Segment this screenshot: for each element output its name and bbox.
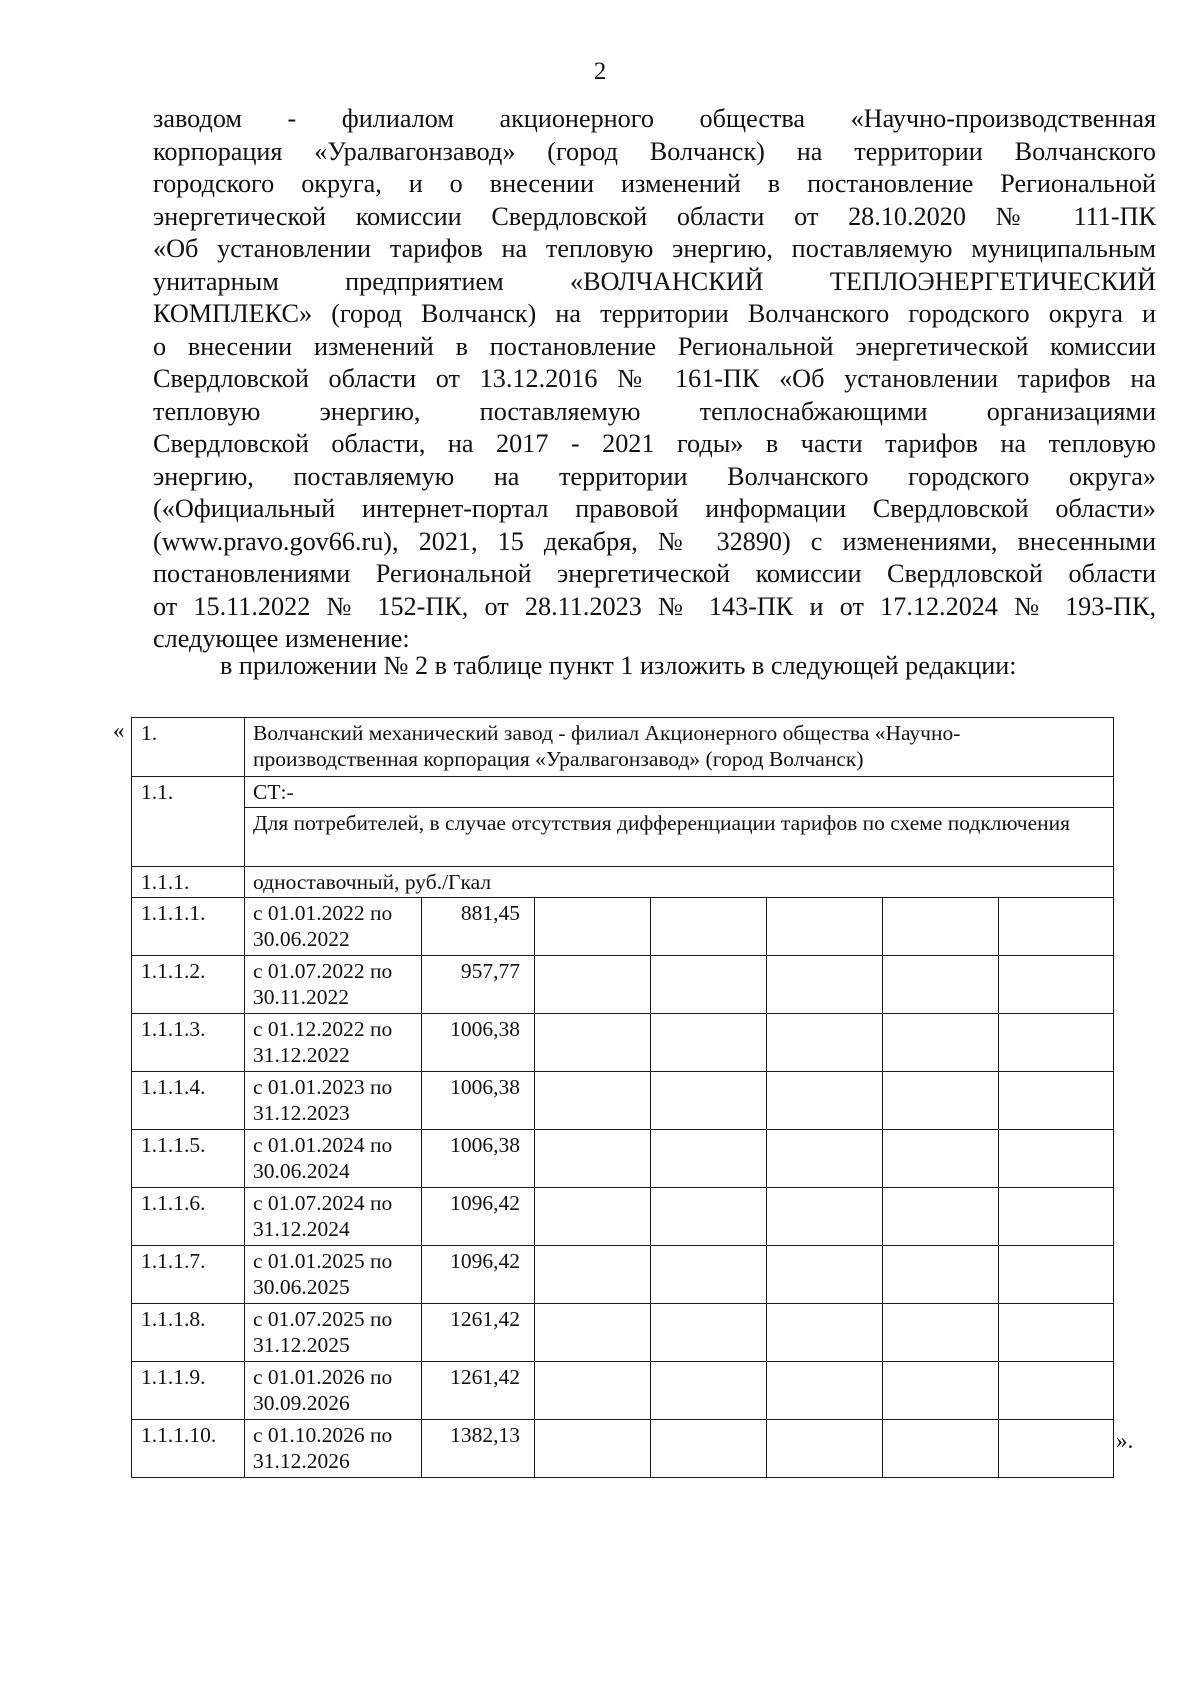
tariff-kind: одноставочный, руб./Гкал [245,867,1114,898]
tariff-value: 881,45 [422,898,535,956]
period-cell [245,1072,422,1130]
empty-cell [999,1246,1114,1304]
empty-cell [999,1014,1114,1072]
period-rows [132,898,1114,1478]
empty-cell [651,1362,767,1420]
organization-name: Волчанский механический завод - филиал Акционерного общества «Научно-производственная корпорация «Уралвагонзавод» (город Волчанск) [245,718,1114,777]
empty-cell [535,1188,651,1246]
empty-cell [535,1014,651,1072]
period-start: с 01.01.2022 по [253,901,393,925]
table-row [132,1130,1114,1188]
table-row [132,1362,1114,1420]
empty-cell [883,1014,999,1072]
row-number: 1.1. [132,777,245,867]
empty-cell [535,1362,651,1420]
table-row [132,898,1114,956]
empty-cell [651,1304,767,1362]
period-end: 31.12.2022 [253,1043,350,1067]
empty-cell [883,956,999,1014]
empty-cell [651,956,767,1014]
empty-cell [999,898,1114,956]
period-cell [245,1130,422,1188]
page-number: 2 [593,58,607,85]
table-row [132,867,1114,898]
text-line: от 15.11.2022 № 152-ПК, от 28.11.2023 № 143-ПК и от 17.12.2024 № 193-ПК, [153,591,1156,621]
tariff-value: 1006,38 [422,1130,535,1188]
empty-cell [651,1072,767,1130]
empty-cell [651,1014,767,1072]
empty-cell [535,1304,651,1362]
empty-cell [767,1014,883,1072]
empty-cell [535,1420,651,1478]
empty-cell [535,1246,651,1304]
text-line: следующее изменение: [153,624,410,653]
table-row [132,956,1114,1014]
period-cell [245,1246,422,1304]
empty-cell [535,1130,651,1188]
row-number: 1.1.1. [132,867,245,898]
table-row [132,1014,1114,1072]
empty-cell [883,1072,999,1130]
text-line: энергию, поставляемую на территории Волчанского городского округа» [153,461,1156,491]
text-line: городского округа, и о внесении изменений в постановление Региональной [153,169,1156,198]
text-line: Свердловской области, на 2017 - 2021 годы» в части тарифов на тепловую [153,429,1156,458]
tariff-value: 1261,42 [422,1304,535,1362]
empty-cell [535,1072,651,1130]
period-cell [245,1188,422,1246]
empty-cell [535,956,651,1014]
text-line: постановлениями Региональной энергетической комиссии Свердловской области [153,559,1156,588]
empty-cell [999,956,1114,1014]
empty-cell [651,1188,767,1246]
text-line: унитарным предприятием «ВОЛЧАНСКИЙ ТЕПЛОЭНЕРГЕТИЧЕСКИЙ [153,266,1156,296]
table-row [132,1420,1114,1478]
consumer-group: Для потребителей, в случае отсутствия дифференциации тарифов по схеме подключения [245,808,1114,867]
empty-cell [767,1304,883,1362]
empty-cell [651,1130,767,1188]
period-cell [245,1304,422,1362]
text-line: заводом - филиалом акционерного общества «Научно-производственная [153,104,1156,133]
closing-quote: ». [1116,1428,1134,1453]
empty-cell [883,1420,999,1478]
tariff-value: 1006,38 [422,1072,535,1130]
tariff-value: 1006,38 [422,1014,535,1072]
empty-cell [767,956,883,1014]
period-start: с 01.07.2022 по [253,959,393,983]
text-line: энергетической комиссии Свердловской области от 28.10.2020 № 111-ПК [153,201,1156,231]
empty-cell [767,898,883,956]
period-start: с 01.07.2024 по [253,1191,393,1215]
empty-cell [883,1188,999,1246]
period-start: с 01.01.2025 по [253,1249,393,1273]
table-row [132,1188,1114,1246]
empty-cell [999,1304,1114,1362]
system-type: СТ:- [245,777,1114,808]
empty-cell [767,1362,883,1420]
empty-cell [767,1188,883,1246]
text-line: КОМПЛЕКС» (город Волчанск) на территории Волчанского городского округа и [153,299,1156,328]
period-end: 31.12.2025 [253,1333,350,1357]
empty-cell [767,1130,883,1188]
row-number: 1.1.1.10. [132,1420,245,1478]
tariff-value: 1261,42 [422,1362,535,1420]
period-start: с 01.10.2026 по [253,1423,393,1447]
tariff-value: 1096,42 [422,1246,535,1304]
empty-cell [883,1304,999,1362]
text-line: корпорация «Уралвагонзавод» (город Волчанск) на территории Волчанского [153,136,1156,166]
text-line: Свердловской области от 13.12.2016 № 161-ПК «Об установлении тарифов на [153,364,1156,393]
text-line: (www.pravo.gov66.ru), 2021, 15 декабря, № 32890) с изменениями, внесенными [153,526,1156,556]
opening-quote: « [113,718,125,743]
resolution-text [153,103,1156,656]
empty-cell [883,898,999,956]
empty-cell [883,1362,999,1420]
period-start: с 01.01.2024 по [253,1133,393,1157]
period-cell [245,956,422,1014]
period-cell [245,898,422,956]
empty-cell [535,898,651,956]
tariff-value: 957,77 [422,956,535,1014]
empty-cell [883,1246,999,1304]
period-end: 30.09.2026 [253,1391,350,1415]
period-end: 31.12.2023 [253,1101,350,1125]
empty-cell [651,898,767,956]
table-row [132,808,1114,867]
empty-cell [651,1420,767,1478]
row-number: 1.1.1.6. [132,1188,245,1246]
text-line: тепловую энергию, поставляемую теплоснабжающими организациями [153,396,1156,426]
row-number: 1.1.1.8. [132,1304,245,1362]
period-start: с 01.01.2023 по [253,1075,393,1099]
text-line: о внесении изменений в постановление Региональной энергетической комиссии [153,331,1156,361]
empty-cell [999,1072,1114,1130]
empty-cell [767,1420,883,1478]
empty-cell [767,1246,883,1304]
text-line: («Официальный интернет-портал правовой информации Свердловской области» [153,494,1156,523]
table-row [132,777,1114,808]
empty-cell [999,1188,1114,1246]
tariff-value: 1382,13 [422,1420,535,1478]
table-row [132,1246,1114,1304]
empty-cell [651,1246,767,1304]
period-cell [245,1362,422,1420]
period-cell [245,1420,422,1478]
period-end: 30.06.2024 [253,1159,350,1183]
row-number: 1. [132,718,245,777]
row-number: 1.1.1.4. [132,1072,245,1130]
empty-cell [999,1420,1114,1478]
row-number: 1.1.1.9. [132,1362,245,1420]
row-number: 1.1.1.7. [132,1246,245,1304]
table-row [132,1072,1114,1130]
row-number: 1.1.1.5. [132,1130,245,1188]
table-row [132,718,1114,777]
period-cell [245,1014,422,1072]
empty-cell [767,1072,883,1130]
period-start: с 01.07.2025 по [253,1307,393,1331]
empty-cell [883,1130,999,1188]
text-line: «Об установлении тарифов на тепловую энергию, поставляемую муниципальным [153,234,1156,263]
amendment-instruction: в приложении № 2 в таблице пункт 1 изложить в следующей редакции: [220,651,1017,680]
period-end: 31.12.2024 [253,1217,350,1241]
row-number: 1.1.1.3. [132,1014,245,1072]
row-number: 1.1.1.2. [132,956,245,1014]
table-row [132,1304,1114,1362]
period-end: 30.06.2022 [253,927,350,951]
period-end: 30.06.2025 [253,1275,350,1299]
empty-cell [999,1130,1114,1188]
row-number: 1.1.1.1. [132,898,245,956]
period-end: 31.12.2026 [253,1449,350,1473]
period-end: 30.11.2022 [253,985,349,1009]
period-start: с 01.01.2026 по [253,1365,393,1389]
empty-cell [999,1362,1114,1420]
tariff-value: 1096,42 [422,1188,535,1246]
period-start: с 01.12.2022 по [253,1017,393,1041]
tariff-table [131,717,1114,1478]
